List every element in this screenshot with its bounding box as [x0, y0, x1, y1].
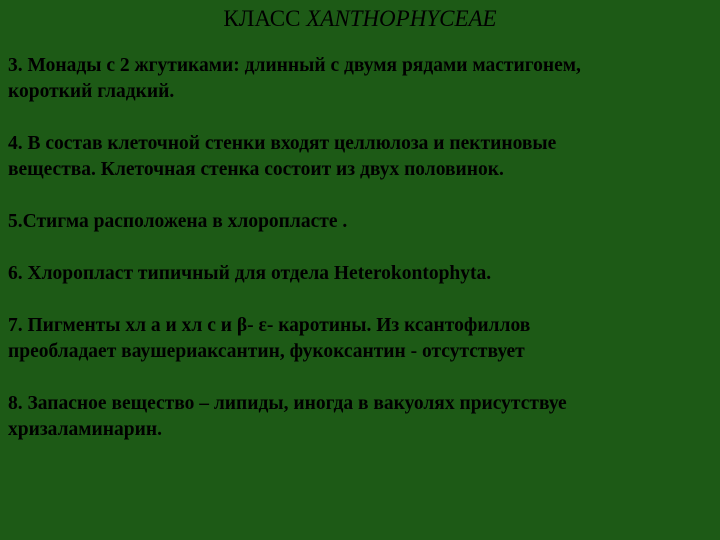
list-item-line: хризаламинарин. — [8, 419, 162, 440]
list-item-line: короткий гладкий. — [8, 81, 175, 102]
list-item-line: 8. Запасное вещество – липиды, иногда в вакуолях присутствуе — [8, 393, 567, 414]
slide-title — [0, 6, 720, 32]
list-item-line: 7. Пигменты хл а и хл с и β- ε- каротины. Из ксантофиллов — [8, 315, 531, 336]
title-prefix: КЛАСС — [223, 6, 301, 31]
list-item-line: 5.Стигма расположена в хлоропласте . — [8, 211, 348, 232]
list-item-4 — [8, 131, 713, 183]
list-item-line: 6. Хлоропласт типичный для отдела Heterokontophyta. — [8, 263, 492, 284]
list-item-line: вещества. Клеточная стенка состоит из двух половинок. — [8, 159, 504, 180]
list-item-6 — [8, 261, 713, 287]
list-item-line: 3. Монады с 2 жгутиками: длинный с двумя рядами мастигонем, — [8, 55, 581, 76]
list-item-8 — [8, 391, 713, 443]
list-item-line: 4. В состав клеточной стенки входят целлюлоза и пектиновые — [8, 133, 557, 154]
list-item-5 — [8, 209, 713, 235]
list-item-3 — [8, 53, 713, 105]
slide-content — [8, 53, 713, 443]
title-latin-name: XANTHOPHYCEAE — [306, 6, 497, 31]
list-item-7 — [8, 313, 713, 365]
list-item-line: преобладает ваушериаксантин, фукоксантин - отсутствует — [8, 341, 525, 362]
